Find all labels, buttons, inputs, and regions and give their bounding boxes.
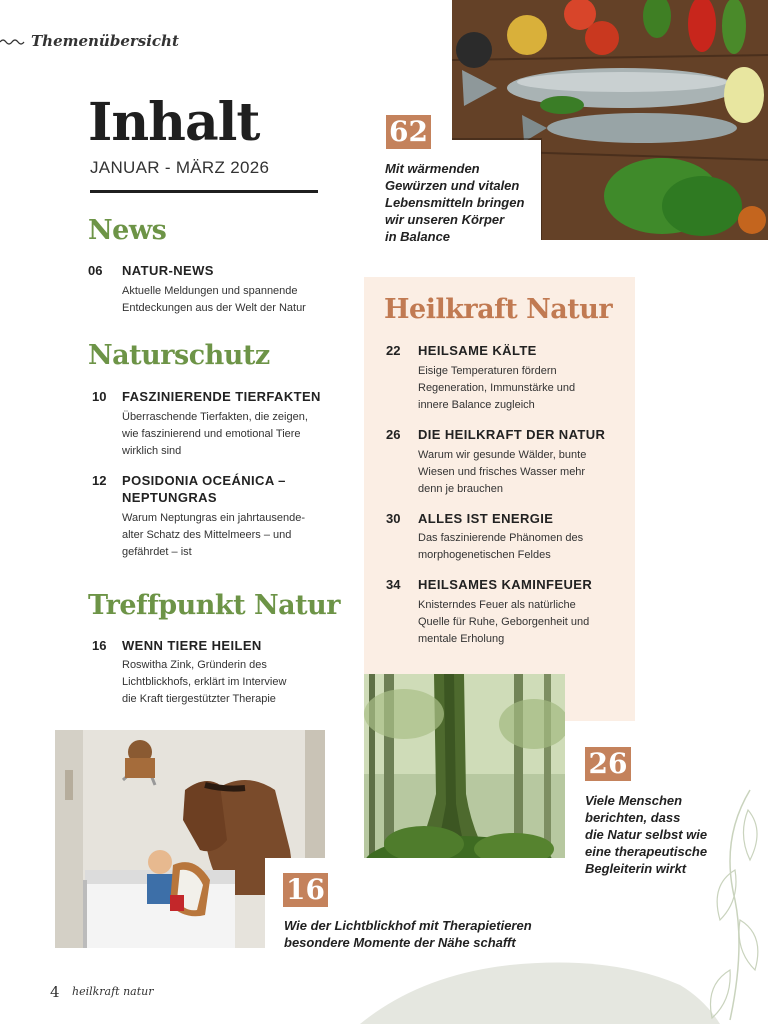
entry-title[interactable]: DIE HEILKRAFT DER NATUR bbox=[418, 427, 606, 442]
section-title-naturschutz: Naturschutz bbox=[88, 340, 270, 371]
entry-page-number: 26 bbox=[386, 427, 401, 442]
desc-line: Quelle für Ruhe, Geborgenheit und bbox=[418, 616, 590, 628]
caption-line: in Balance bbox=[385, 229, 451, 244]
caption-line: berichten, dass bbox=[585, 810, 681, 825]
entry-description bbox=[122, 510, 305, 561]
desc-line: morphogenetischen Feldes bbox=[418, 549, 551, 561]
entry-title[interactable]: NATUR-NEWS bbox=[122, 263, 214, 278]
desc-line: mentale Erholung bbox=[418, 633, 505, 645]
caption-line: wir unseren Körper bbox=[385, 212, 505, 227]
section-title-news: News bbox=[88, 215, 167, 246]
desc-line: Regeneration, Immunstärke und bbox=[418, 382, 576, 394]
section-label: Themenübersicht bbox=[31, 32, 179, 50]
caption-line: Gewürzen und vitalen bbox=[385, 178, 520, 193]
desc-line: Warum wir gesunde Wälder, bunte bbox=[418, 449, 587, 461]
desc-line: Das faszinierende Phänomen des bbox=[418, 532, 584, 544]
entry-title[interactable]: WENN TIERE HEILEN bbox=[122, 638, 262, 653]
caption-line: Wie der Lichtblickhof mit Therapietieren bbox=[284, 918, 532, 933]
entry-page-number: 06 bbox=[88, 263, 103, 278]
desc-line: Lichtblickhofs, erklärt im Interview bbox=[122, 676, 287, 688]
section-title-treffpunkt: Treffpunkt Natur bbox=[88, 590, 340, 621]
desc-line: Wiesen und frisches Wasser mehr bbox=[418, 466, 586, 478]
desc-line: alter Schatz des Mittelmeers – und bbox=[122, 529, 292, 541]
section-title-heilkraft: Heilkraft Natur bbox=[384, 294, 613, 325]
entry-description bbox=[418, 530, 583, 564]
entry-page-number: 10 bbox=[92, 389, 107, 404]
entry-page-number: 16 bbox=[92, 638, 107, 653]
desc-line: innere Balance zugleich bbox=[418, 399, 535, 411]
feature-page-badge[interactable]: 62 bbox=[386, 115, 431, 149]
desc-line: wirklich sind bbox=[122, 445, 182, 457]
desc-line: Aktuelle Meldungen und spannende bbox=[122, 285, 298, 297]
title-line: POSIDONIA OCEÁNICA – bbox=[122, 473, 286, 488]
entry-description bbox=[418, 597, 589, 648]
entry-page-number: 34 bbox=[386, 577, 401, 592]
caption-line: Lebensmitteln bringen bbox=[385, 195, 525, 210]
caption-line: besondere Momente der Nähe schafft bbox=[284, 935, 516, 950]
entry-description bbox=[418, 447, 586, 498]
magazine-brand: heilkraft natur bbox=[72, 985, 154, 998]
title-line: NEPTUNGRAS bbox=[122, 490, 218, 505]
desc-line: die Kraft tiergestützter Therapie bbox=[122, 693, 276, 705]
page-title: Inhalt bbox=[88, 92, 260, 153]
desc-line: Knisterndes Feuer als natürliche bbox=[418, 599, 576, 611]
desc-line: Überraschende Tierfakten, die zeigen, bbox=[122, 411, 308, 423]
entry-description bbox=[122, 657, 286, 708]
desc-line: Warum Neptungras ein jahrtausende- bbox=[122, 512, 306, 524]
desc-line: Eisige Temperaturen fördern bbox=[418, 365, 557, 377]
desc-line: gefährdet – ist bbox=[122, 546, 192, 558]
title-divider bbox=[90, 190, 318, 193]
entry-description bbox=[418, 363, 575, 414]
desc-line: Roswitha Zink, Gründerin des bbox=[122, 659, 267, 671]
entry-page-number: 30 bbox=[386, 511, 401, 526]
entry-description bbox=[122, 409, 308, 460]
caption-line: Mit wärmenden bbox=[385, 161, 480, 176]
page-number: 4 bbox=[50, 983, 60, 1001]
decorative-wave-shape bbox=[360, 945, 720, 1024]
caption-line: Begleiterin wirkt bbox=[585, 861, 687, 876]
entry-title[interactable] bbox=[122, 472, 286, 506]
entry-title[interactable]: ALLES IST ENERGIE bbox=[418, 511, 554, 526]
forest-photo[interactable] bbox=[364, 674, 565, 881]
feature-page-badge[interactable]: 26 bbox=[585, 747, 631, 781]
feature-caption bbox=[385, 160, 524, 245]
feature-caption bbox=[585, 792, 707, 877]
issue-date: JANUAR - MÄRZ 2026 bbox=[90, 158, 270, 177]
entry-page-number: 22 bbox=[386, 343, 401, 358]
forest-photo-illustration bbox=[364, 674, 565, 881]
feature-page-badge[interactable]: 16 bbox=[283, 873, 328, 907]
entry-title[interactable]: FASZINIERENDE TIERFAKTEN bbox=[122, 389, 321, 404]
caption-line: Viele Menschen bbox=[585, 793, 683, 808]
desc-line: Entdeckungen aus der Welt der Natur bbox=[122, 302, 306, 314]
caption-line: die Natur selbst wie bbox=[585, 827, 708, 842]
entry-description bbox=[122, 283, 306, 317]
entry-title[interactable]: HEILSAME KÄLTE bbox=[418, 343, 537, 358]
caption-line: eine therapeutische bbox=[585, 844, 708, 859]
desc-line: denn je brauchen bbox=[418, 483, 504, 495]
entry-page-number: 12 bbox=[92, 473, 107, 488]
entry-title[interactable]: HEILSAMES KAMINFEUER bbox=[418, 577, 593, 592]
section-header bbox=[0, 32, 179, 50]
leaf-illustration-icon bbox=[690, 780, 768, 1024]
desc-line: wie faszinierend und emotional Tiere bbox=[122, 428, 301, 440]
wave-icon bbox=[0, 36, 26, 46]
